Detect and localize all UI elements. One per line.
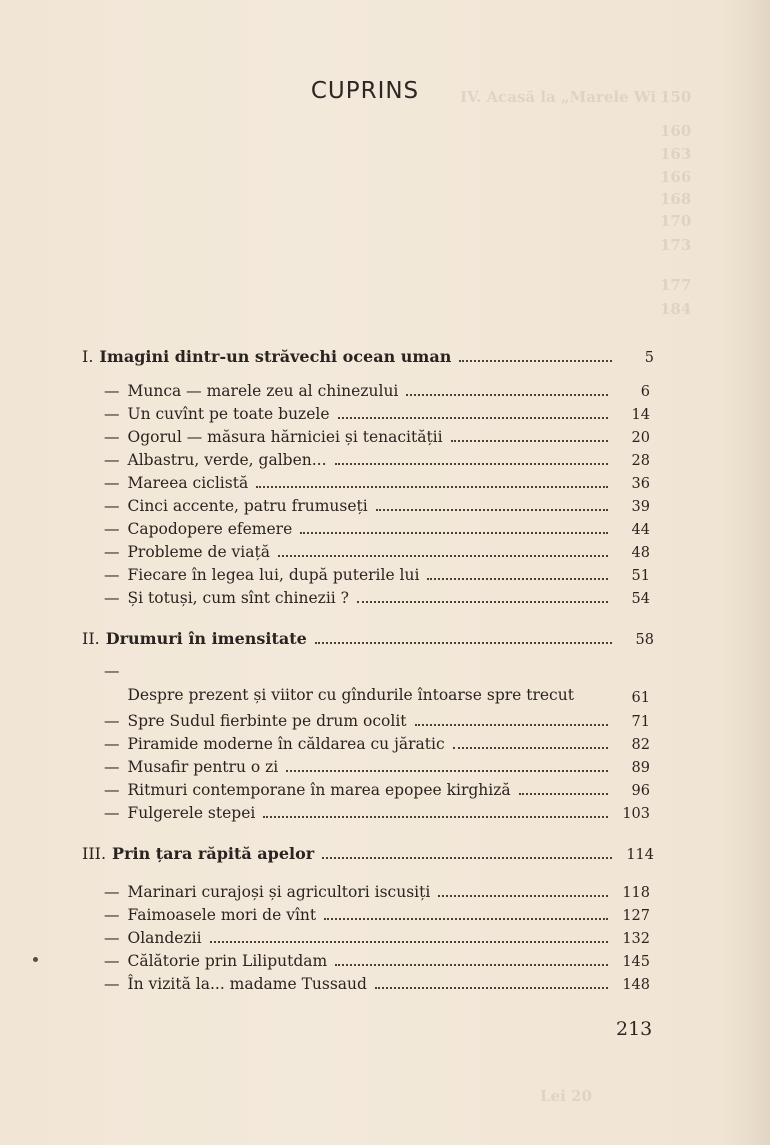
entry-title: Musafir pentru o zi [127,758,279,776]
entry-title: Ogorul — măsura hărniciei și tenacității [127,428,443,446]
entry-dash: — [104,735,120,753]
entry-title: Fulgerele stepei [127,804,256,822]
entry-title: Un cuvînt pe toate buzele [127,405,330,423]
entry-dash: — [104,497,120,515]
leader-dots [415,724,609,726]
leader-dots [438,895,608,897]
entry-title: Cinci accente, patru frumuseți [127,497,368,515]
toc-entry [104,971,650,993]
section-heading [82,342,654,366]
entry-title: Ritmuri contemporane în marea epopee kirghiză [127,781,511,799]
entry-title: În vizită la... madame Tussaud [127,975,367,993]
leader-dots [357,601,608,603]
bleed-through-number: 173 [660,236,692,254]
toc-entry [104,424,650,446]
entry-dash: — [104,906,120,924]
leader-dots [324,918,608,920]
entry-dash: — [104,929,120,947]
entry-page: 36 [631,476,650,492]
leader-dots [210,941,608,943]
entry-page: 14 [631,407,650,423]
entry-page: 20 [631,430,650,446]
toc-entry [104,948,650,970]
entry-dash: — [104,662,120,680]
entry-dash: — [104,382,120,400]
toc-entry [104,754,650,776]
entry-title: Olandezii [127,929,202,947]
bleed-through-number: 170 [660,212,692,230]
leader-dots [453,747,608,749]
entry-page: 89 [631,760,650,776]
section-title: Prin țara răpită apelor [112,844,315,863]
leader-dots [375,987,608,989]
section-page: 58 [635,632,654,648]
entry-dash: — [104,474,120,492]
bleed-through-number: 166 [660,168,692,186]
entry-dash: — [104,451,120,469]
section-number: III. [82,844,107,863]
entry-title: Spre Sudul fierbinte pe drum ocolit [127,712,407,730]
toc-entry [104,800,650,822]
bleed-through-number: 177 [660,276,692,294]
entry-dash: — [104,758,120,776]
leader-dots [338,417,608,419]
entry-title: Mareea ciclistă [127,474,249,492]
toc-entry [104,562,650,584]
toc-entry [104,493,650,515]
toc-entry [104,879,650,901]
toc-entry [104,777,650,799]
entry-page: 44 [631,522,650,538]
section-page: 5 [644,350,654,366]
entry-dash: — [104,405,120,423]
page-number: 213 [616,1018,653,1040]
entry-dash: — [104,975,120,993]
entry-page: 61 [631,690,650,706]
leader-dots [451,440,608,442]
toc-entry [104,378,650,400]
entry-title: Călătorie prin Liliputdam [127,952,328,970]
toc-entry [104,925,650,947]
leader-dots [322,857,612,859]
leader-dots [300,532,608,534]
section-number: I. [82,347,94,366]
entry-title: Marinari curajoși și agricultori iscusiți [127,883,431,901]
entry-page: 132 [622,931,650,947]
section-title: Drumuri în imensitate [105,629,307,648]
entry-page: 127 [622,908,650,924]
section-page: 114 [626,847,654,863]
entry-title: Albastru, verde, galben... [127,451,327,469]
entry-dash: — [104,589,120,607]
toc-entry [104,516,650,538]
leader-dots [278,555,608,557]
toc-entry [104,662,650,706]
entry-title: Faimoasele mori de vînt [127,906,317,924]
entry-title: Fiecare în legea lui, după puterile lui [127,566,420,584]
section-title: Imagini dintr-un străvechi ocean uman [99,347,452,366]
toc-entry [104,731,650,753]
entry-dash: — [104,543,120,561]
bleed-through-text: IV. Acasă la „Marele Wi [460,88,657,106]
toc-entry [104,708,650,730]
section-heading [82,624,654,648]
entry-page: 6 [640,384,650,400]
entry-dash: — [104,781,120,799]
entry-page: 148 [622,977,650,993]
leader-dots [335,463,608,465]
entry-title: Piramide moderne în căldarea cu jăratic [127,735,445,753]
leader-dots [406,394,608,396]
entry-page: 71 [631,714,650,730]
entry-page: 28 [631,453,650,469]
page-edge-shadow [718,0,770,1145]
entry-page: 54 [631,591,650,607]
entry-dash: — [104,520,120,538]
leader-dots [335,964,608,966]
toc-entry [104,447,650,469]
entry-title: Munca — marele zeu al chinezului [127,382,399,400]
entry-page: 96 [631,783,650,799]
entry-dash: — [104,952,120,970]
toc-entry [104,470,650,492]
toc-entry [104,539,650,561]
bleed-through-number: 168 [660,190,692,208]
section-number: II. [82,629,100,648]
leader-dots [315,642,612,644]
page-title: CUPRINS [310,78,420,104]
section-heading [82,839,654,863]
entry-dash: — [104,883,120,901]
bleed-through-number: 160 [660,122,692,140]
entry-page: 82 [631,737,650,753]
leader-dots [427,578,608,580]
leader-dots [519,793,608,795]
entry-page: 48 [631,545,650,561]
bleed-through-number: Lei 20 [540,1087,592,1105]
entry-page: 118 [622,885,650,901]
bleed-through-number: 184 [660,300,692,318]
toc-entry [104,902,650,924]
leader-dots [256,486,608,488]
entry-dash: — [104,566,120,584]
toc-entry [104,401,650,423]
entry-dash: — [104,428,120,446]
entry-title: Capodopere efemere [127,520,293,538]
leader-dots [263,816,608,818]
entry-page: 145 [622,954,650,970]
leader-dots [376,509,608,511]
entry-dash: — [104,712,120,730]
entry-title: Probleme de viață [127,543,270,561]
bleed-through-number: 163 [660,145,692,163]
entry-title: Despre prezent și viitor cu gîndurile întoarse spre trecut [127,686,574,704]
leader-dots [286,770,608,772]
ink-spot [33,957,38,962]
entry-dash: — [104,804,120,822]
entry-page: 51 [631,568,650,584]
entry-title: Și totuși, cum sînt chinezii ? [127,589,349,607]
entry-page: 103 [622,806,650,822]
entry-page: 39 [631,499,650,515]
toc-entry [104,585,650,607]
bleed-through-number: 150 [660,88,692,106]
leader-dots [459,360,612,362]
